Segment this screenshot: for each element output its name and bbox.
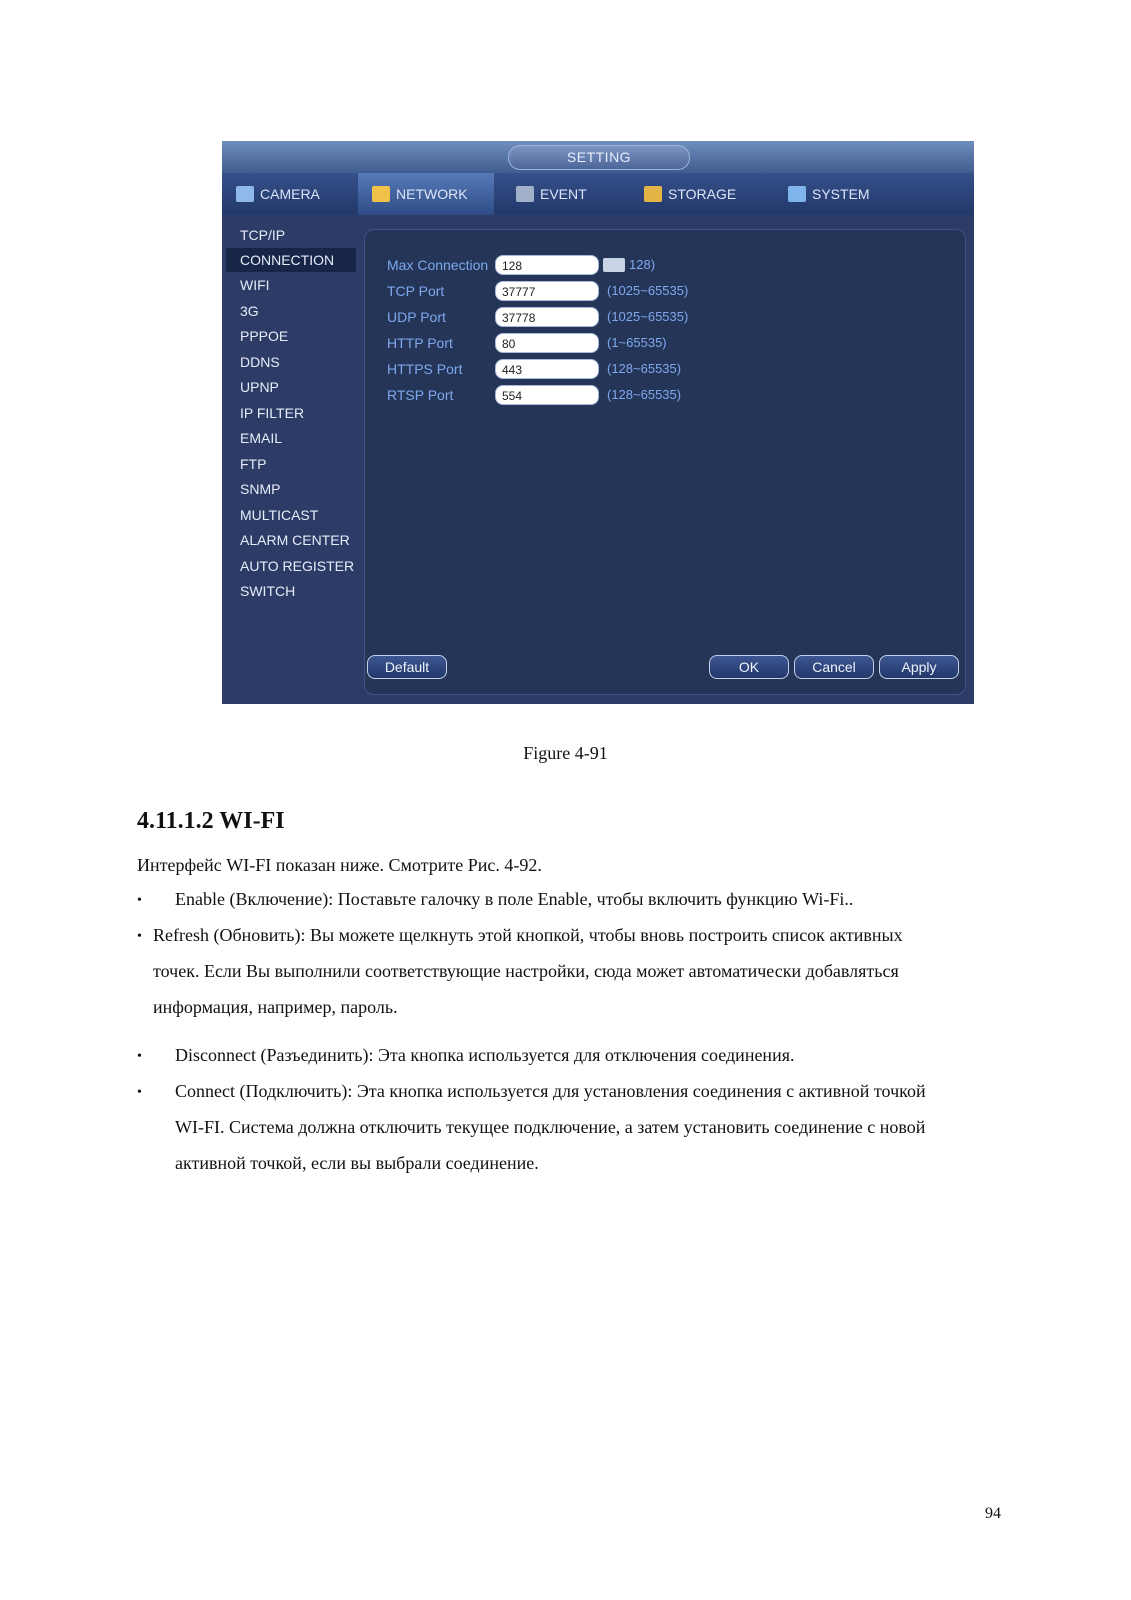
https-port-range: (128~65535) bbox=[607, 361, 682, 376]
refresh-item-line1: Refresh (Обновить): Вы можете щелкнуть этой кнопкой, чтобы вновь построить список активных bbox=[153, 925, 903, 945]
http-port-input[interactable]: 80 bbox=[495, 333, 599, 353]
sidebar-item-ftp[interactable]: FTP bbox=[240, 456, 267, 472]
sidebar-item-tcpip[interactable]: TCP/IP bbox=[240, 227, 286, 243]
sidebar-item-email[interactable]: EMAIL bbox=[240, 430, 283, 446]
window-title: SETTING bbox=[508, 145, 690, 170]
intro-paragraph: Интерфейс WI-FI показан ниже. Смотрите Рис. 4-92. bbox=[137, 855, 542, 875]
figure-caption: Figure 4-91 bbox=[523, 743, 608, 763]
sidebar-item-switch[interactable]: SWITCH bbox=[240, 583, 296, 599]
tab-system-label: SYSTEM bbox=[812, 186, 870, 202]
sidebar-item-ddns[interactable]: DDNS bbox=[240, 354, 280, 370]
settings-screenshot bbox=[222, 141, 974, 704]
tab-storage-label: STORAGE bbox=[668, 186, 737, 202]
bullet-marker: • bbox=[137, 893, 142, 908]
sidebar-item-multicast[interactable]: MULTICAST bbox=[240, 507, 319, 523]
tcp-port-range: (1025~65535) bbox=[607, 283, 689, 298]
tab-system[interactable] bbox=[766, 173, 902, 215]
enable-item: Enable (Включение): Поставьте галочку в поле Enable, чтобы включить функцию Wi-Fi.. bbox=[175, 889, 854, 909]
max-connection-label: Max Connection bbox=[387, 257, 489, 273]
http-port-label: HTTP Port bbox=[387, 335, 453, 351]
connect-item-line1: Connect (Подключить): Эта кнопка используется для установления соединения с активной точкой bbox=[175, 1081, 926, 1101]
rtsp-port-range: (128~65535) bbox=[607, 387, 682, 402]
sidebar-item-alarm-center[interactable]: ALARM CENTER bbox=[240, 532, 350, 548]
main-tabs bbox=[222, 173, 974, 215]
tab-event-label: EVENT bbox=[540, 186, 587, 202]
storage-icon bbox=[644, 186, 662, 202]
connect-item-line2: WI-FI. Система должна отключить текущее подключение, а затем установить соединение с новой bbox=[175, 1117, 926, 1137]
cancel-button[interactable]: Cancel bbox=[794, 655, 874, 679]
apply-button[interactable]: Apply bbox=[879, 655, 959, 679]
network-icon bbox=[372, 186, 390, 202]
https-port-label: HTTPS Port bbox=[387, 361, 463, 377]
tab-storage[interactable] bbox=[630, 173, 766, 215]
udp-port-range: (1025~65535) bbox=[607, 309, 689, 324]
max-connection-range: 128) bbox=[629, 257, 656, 272]
sidebar-item-auto-register[interactable]: AUTO REGISTER bbox=[240, 558, 355, 574]
default-button[interactable]: Default bbox=[367, 655, 447, 679]
http-port-range: (1~65535) bbox=[607, 335, 667, 350]
sidebar-item-snmp[interactable]: SNMP bbox=[240, 481, 281, 497]
tab-camera[interactable] bbox=[222, 173, 358, 215]
page-number: 94 bbox=[985, 1505, 1001, 1522]
title-bar bbox=[222, 141, 974, 173]
rtsp-port-input[interactable]: 554 bbox=[495, 385, 599, 405]
camera-icon bbox=[236, 186, 254, 202]
network-sidebar bbox=[222, 215, 358, 704]
section-heading: 4.11.1.2 WI-FI bbox=[137, 808, 285, 834]
tcp-port-label: TCP Port bbox=[387, 283, 445, 299]
system-icon bbox=[788, 186, 806, 202]
tab-camera-label: CAMERA bbox=[260, 186, 320, 202]
sidebar-item-pppoe[interactable]: PPPOE bbox=[240, 328, 289, 344]
bullet-marker: • bbox=[137, 1049, 142, 1064]
max-connection-edit-button[interactable] bbox=[603, 258, 625, 272]
max-connection-input[interactable]: 128 bbox=[495, 255, 599, 275]
tab-network[interactable] bbox=[358, 173, 494, 215]
sidebar-item-connection[interactable]: CONNECTION bbox=[226, 248, 356, 272]
refresh-item-line2: точек. Если Вы выполнили соответствующие настройки, сюда может автоматически добавляться bbox=[153, 961, 899, 981]
refresh-item-line3: информация, например, пароль. bbox=[153, 997, 398, 1017]
sidebar-item-ip-filter[interactable]: IP FILTER bbox=[240, 405, 305, 421]
tcp-port-input[interactable]: 37777 bbox=[495, 281, 599, 301]
bullet-marker: • bbox=[137, 1085, 142, 1100]
event-icon bbox=[516, 186, 534, 202]
bullet-marker: • bbox=[137, 929, 142, 944]
rtsp-port-label: RTSP Port bbox=[387, 387, 454, 403]
sidebar-item-3g[interactable]: 3G bbox=[240, 303, 259, 319]
sidebar-item-upnp[interactable]: UPNP bbox=[240, 379, 279, 395]
connection-panel bbox=[364, 229, 966, 695]
tab-network-label: NETWORK bbox=[396, 186, 468, 202]
ok-button[interactable]: OK bbox=[709, 655, 789, 679]
disconnect-item: Disconnect (Разъединить): Эта кнопка используется для отключения соединения. bbox=[175, 1045, 795, 1065]
sidebar-item-wifi[interactable]: WIFI bbox=[240, 277, 270, 293]
https-port-input[interactable]: 443 bbox=[495, 359, 599, 379]
udp-port-input[interactable]: 37778 bbox=[495, 307, 599, 327]
udp-port-label: UDP Port bbox=[387, 309, 446, 325]
tab-event[interactable] bbox=[494, 173, 630, 215]
connect-item-line3: активной точкой, если вы выбрали соединение. bbox=[175, 1153, 539, 1173]
